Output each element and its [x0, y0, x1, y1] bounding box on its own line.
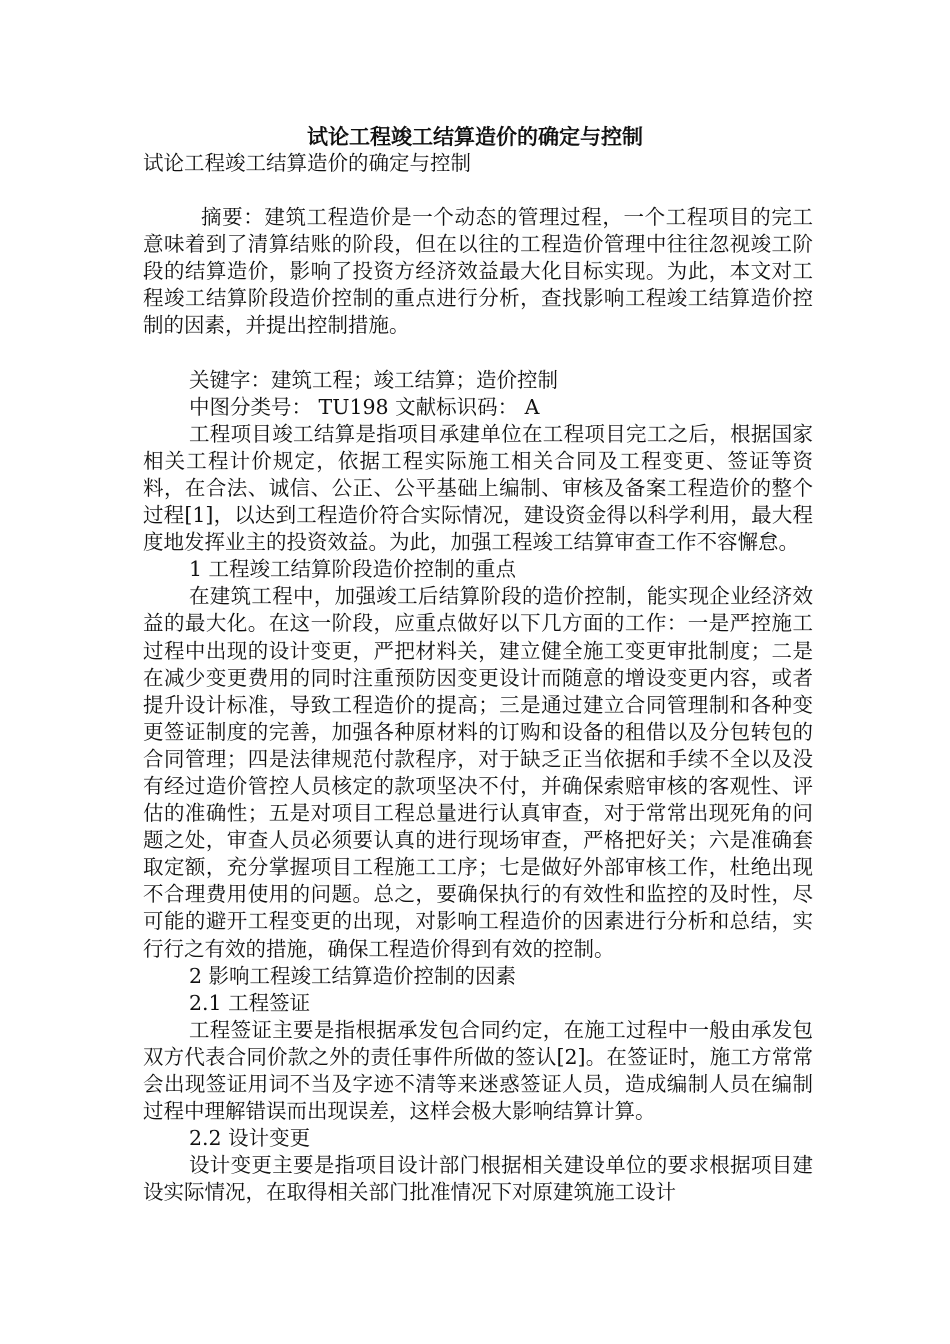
body-paragraph: 工程签证主要是指根据承发包合同约定，在施工过程中一般由承发包双方代表合同价款之外的责任事件所做的签认[2]。在签证时，施工方常常会出现签证用词不当及字迹不清等来迷惑签证人员，造成编制人员在编制过程中理解错误而出现误差，这样会极大影响结算计算。: [143, 1017, 813, 1124]
classification-line: 中图分类号： TU198 文献标识码： A: [189, 394, 540, 419]
document-body: [143, 150, 813, 1206]
document-title: 试论工程竣工结算造价的确定与控制: [307, 125, 643, 149]
subsection-heading: 2.1 工程签证: [189, 990, 311, 1015]
section-heading: 1 工程竣工结算阶段造价控制的重点: [189, 557, 517, 582]
body-paragraph: 设计变更主要是指项目设计部门根据相关建设单位的要求根据项目建设实际情况，在取得相关部门批准情况下对原建筑施工设计: [143, 1153, 813, 1205]
blank-line: [143, 177, 813, 204]
subsection-heading: 2.2 设计变更: [189, 1126, 311, 1151]
body-paragraph: 工程项目竣工结算是指项目承建单位在工程项目完工之后，根据国家相关工程计价规定，依据工程实际施工相关合同及工程变更、签证等资料，在合法、诚信、公正、公平基础上编制、审核及备案工程造价的整个过程[1]，以达到工程造价符合实际情况，建设资金得以科学利用，最大程度地发挥业主的投资效益。为此，加强工程竣工结算审查工作不容懈怠。: [143, 421, 813, 555]
body-paragraph: 在建筑工程中，加强竣工后结算阶段的造价控制，能实现企业经济效益的最大化。在这一阶段，应重点做好以下几方面的工作：一是严控施工过程中出现的设计变更，严把材料关，建立健全施工变更审批制度；二是在减少变更费用的同时注重预防因变更设计而随意的增设变更内容，或者提升设计标准，导致工程造价的提高；三是通过建立合同管理制和各种变更签证制度的完善，加强各种原材料的订购和设备的租借以及分包转包的合同管理；四是法律规范付款程序，对于缺乏正当依据和手续不全以及没有经过造价管控人员核定的款项坚决不付，并确保索赔审核的客观性、评估的准确性；五是对项目工程总量进行认真审查，对于常常出现死角的问题之处，审查人员必须要认真的进行现场审查，严格把好关；六是准确套取定额，充分掌握项目工程施工工序；七是做好外部审核工作，杜绝出现不合理费用使用的问题。总之，要确保执行的有效性和监控的及时性，尽可能的避开工程变更的出现，对影响工程造价的因素进行分析和总结，实行行之有效的措施，确保工程造价得到有效的控制。: [143, 584, 813, 961]
keywords-line: 关键字：建筑工程；竣工结算；造价控制: [189, 367, 558, 392]
blank-line: [143, 340, 813, 367]
abstract-paragraph: 摘要：建筑工程造价是一个动态的管理过程，一个工程项目的完工意味着到了清算结账的阶段，但在以往的工程造价管理中往往忽视竣工阶段的结算造价，影响了投资方经济效益最大化目标实现。为此，本文对工程竣工结算阶段造价控制的重点进行分析，查找影响工程竣工结算造价控制的因素，并提出控制措施。: [143, 205, 813, 338]
section-heading: 2 影响工程竣工结算造价控制的因素: [189, 963, 517, 988]
document-subtitle: 试论工程竣工结算造价的确定与控制: [143, 151, 471, 175]
